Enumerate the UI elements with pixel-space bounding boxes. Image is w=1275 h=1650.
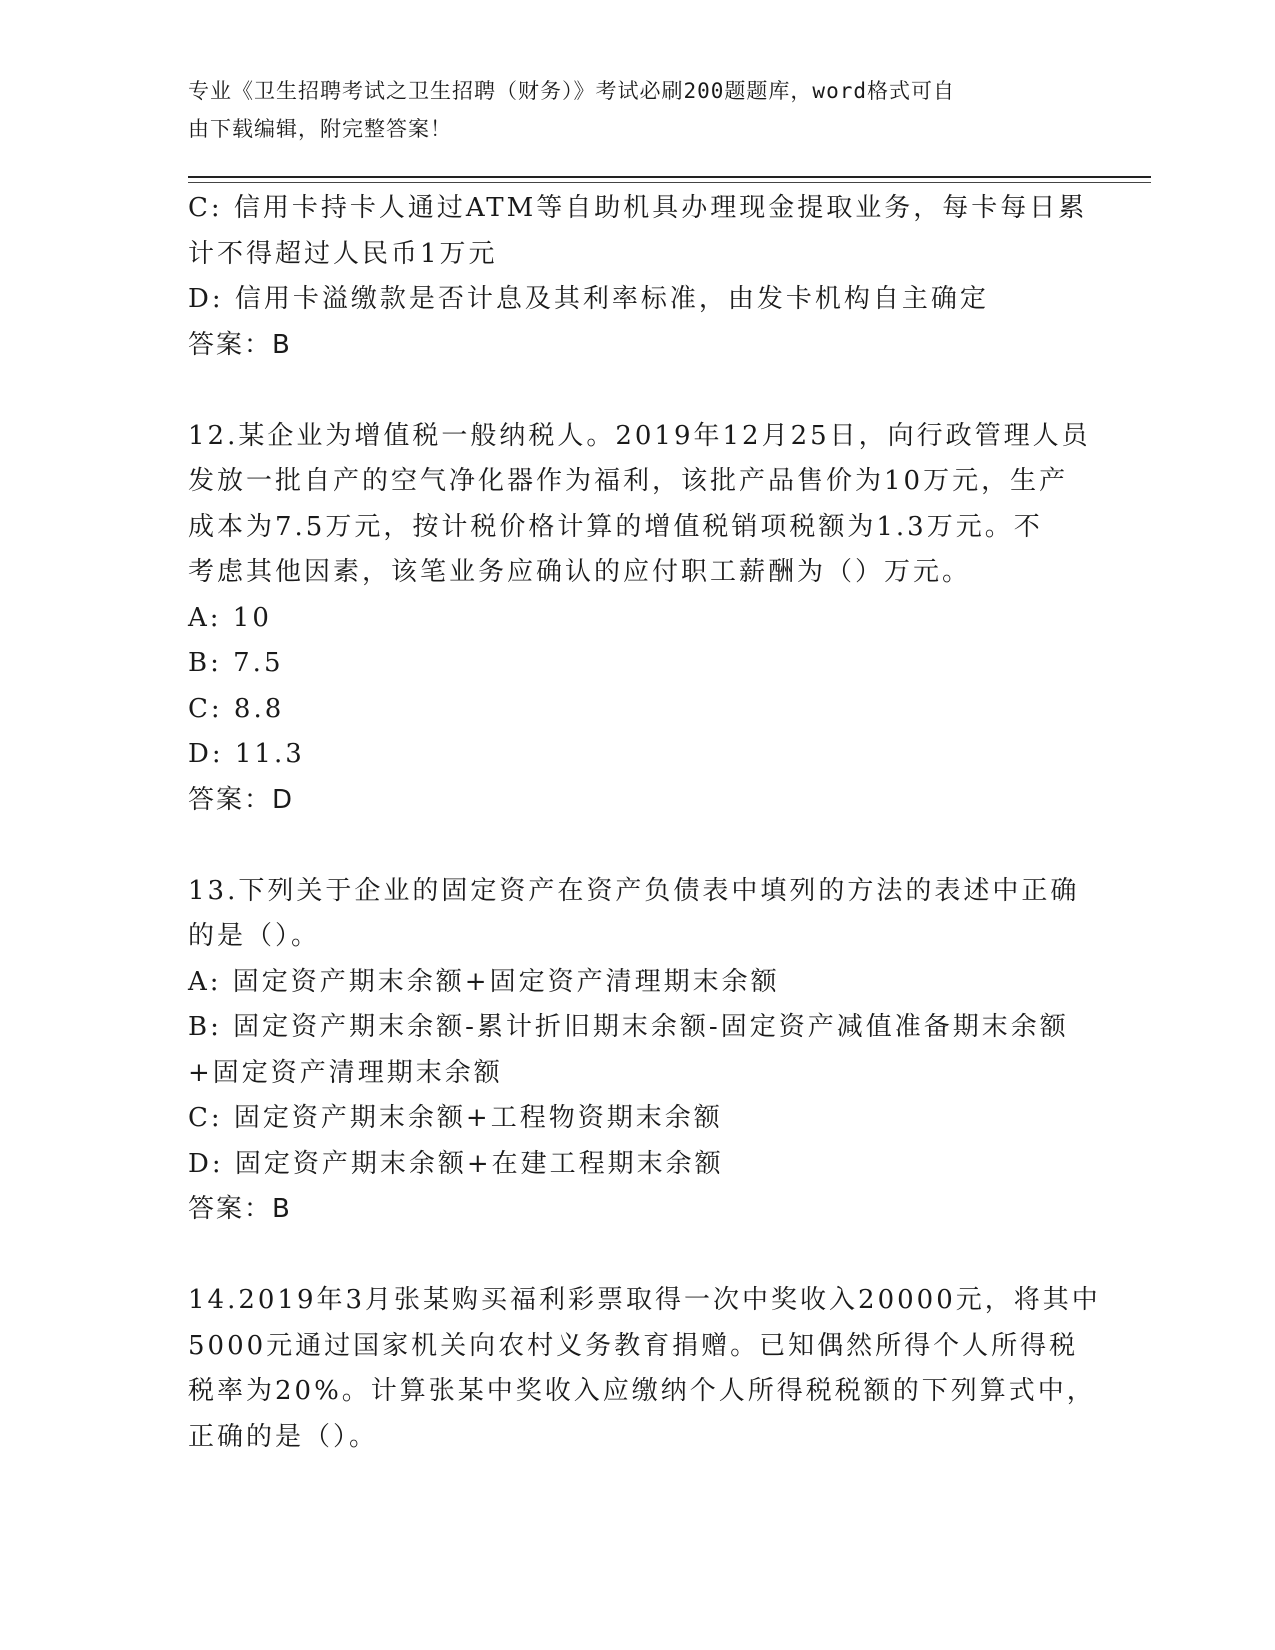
question-12	[188, 414, 1091, 824]
q12-stem-line-3: 成本为7.5万元，按计税价格计算的增值税销项税额为1.3万元。不	[188, 511, 1043, 542]
q12-stem-line-4: 考虑其他因素，该笔业务应确认的应付职工薪酬为（）万元。	[188, 557, 972, 587]
q12-stem-line-2: 发放一批自产的空气净化器作为福利，该批产品售价为10万元，生产	[188, 466, 1069, 496]
question-14	[188, 1278, 1101, 1460]
spacer	[188, 368, 1088, 414]
header-divider-thin	[188, 182, 1151, 183]
header-line-1: 专业《卫生招聘考试之卫生招聘（财务）》考试必刷200题题库，word格式可自	[188, 79, 955, 103]
q13-option-c: C: 固定资产期末余额+工程物资期末余额	[188, 1103, 723, 1133]
header-line-2: 由下载编辑，附完整答案！	[188, 117, 452, 141]
q12-option-d: D: 11.3	[188, 739, 305, 769]
header-divider-thick	[188, 176, 1151, 178]
question-13	[188, 869, 1088, 1233]
q14-stem-line-3: 税率为20%。计算张某中奖收入应缴纳个人所得税税额的下列算式中，	[188, 1376, 1096, 1406]
q12-option-b: B: 7.5	[188, 648, 284, 678]
q12-option-a: A: 10	[188, 602, 272, 633]
q11-option-d: D: 信用卡溢缴款是否计息及其利率标准，由发卡机构自主确定	[188, 284, 989, 314]
q12-stem-line-1: 12.某企业为增值税一般纳税人。2019年12月25日，向行政管理人员	[188, 420, 1091, 451]
q13-option-a: A: 固定资产期末余额+固定资产清理期末余额	[188, 966, 780, 997]
q13-option-b-line-2: +固定资产清理期末余额	[188, 1057, 503, 1088]
q13-stem-line-2: 的是（）。	[188, 921, 321, 951]
q11-option-c-line-1: C: 信用卡持卡人通过ATM等自助机具办理现金提取业务，每卡每日累	[188, 193, 1088, 223]
page-header	[188, 72, 1068, 148]
q12-answer: 答案：D	[188, 784, 295, 815]
spacer	[188, 1233, 1088, 1279]
document-body	[188, 186, 1101, 1460]
q11-answer: 答案：B	[188, 329, 292, 360]
q11-option-c-line-2: 计不得超过人民币1万元	[188, 238, 498, 269]
q13-option-b-line-1: B: 固定资产期末余额-累计折旧期末余额-固定资产减值准备期末余额	[188, 1012, 1069, 1042]
spacer	[188, 823, 1088, 869]
q14-stem-line-1: 14.2019年3月张某购买福利彩票取得一次中奖收入20000元，将其中	[188, 1285, 1101, 1315]
q13-option-d: D: 固定资产期末余额+在建工程期末余额	[188, 1148, 724, 1179]
q12-option-c: C: 8.8	[188, 693, 285, 724]
q14-stem-line-4: 正确的是（）。	[188, 1421, 379, 1452]
q13-stem-line-1: 13.下列关于企业的固定资产在资产负债表中填列的方法的表述中正确	[188, 875, 1080, 906]
q13-answer: 答案：B	[188, 1194, 292, 1224]
question-11-tail	[188, 186, 1088, 368]
q14-stem-line-2: 5000元通过国家机关向农村义务教育捐赠。已知偶然所得个人所得税	[188, 1330, 1079, 1361]
